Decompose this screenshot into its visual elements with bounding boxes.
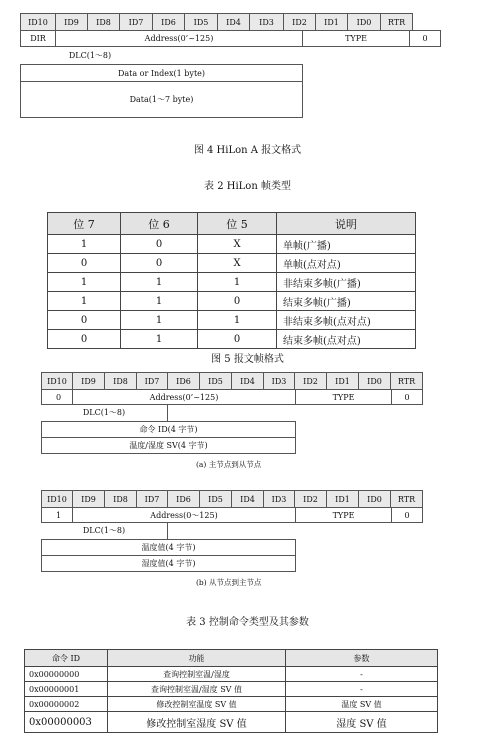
dlc-cell: DLC(1～8) [20,46,160,65]
id-header-cell: ID4 [231,372,264,390]
table-row [48,330,416,349]
id-header-cell: ID2 [283,13,316,31]
table2-caption: 表 2 HiLon 帧类型 [204,181,291,192]
table-cell: - [286,667,438,682]
id-header-cell: ID9 [72,490,105,508]
address-cell: Address(0’~125) [55,30,303,47]
table-header-row [48,213,416,235]
id-header-cell: ID10 [41,490,73,508]
type-cell: TYPE [302,30,410,47]
id-header-cell: ID0 [358,372,391,390]
table-row [48,235,416,254]
table-cell: 单帧(广播) [277,235,416,254]
frame-b-diagram [0,372,495,472]
id-header-cell: ID8 [87,13,120,31]
table-cell: 0 [48,254,121,273]
id-header-cell: ID0 [358,490,391,508]
col-bit5: 位 5 [198,213,277,235]
table-row [48,254,416,273]
col-desc: 说明 [277,213,416,235]
command-table [24,649,438,733]
table-cell: 查询控制室温/湿度 [108,667,286,682]
table-cell: 1 [198,273,277,292]
id-header-cell: ID1 [326,372,359,390]
table-header-row [25,650,438,667]
rtr-value-cell: 0 [391,507,423,523]
id-header-cell: ID3 [263,372,295,390]
frame-c-diagram [0,490,495,590]
data-index-cell: Data or Index(1 byte) [20,64,303,82]
rtr-value-cell: 0 [391,389,423,405]
id-header-cell: ID1 [315,13,348,31]
table-cell: 0x00000001 [25,682,108,697]
id-header-cell: ID7 [119,13,153,31]
type-cell: TYPE [295,507,392,523]
table-cell: 修改控制室温度 SV 值 [108,697,286,712]
table3-caption: 表 3 控制命令类型及其参数 [186,617,309,628]
table-cell: 0x00000002 [25,697,108,712]
table-cell: 1 [121,292,198,311]
cmd-id-cell: 命令 ID(4 字节) [41,421,296,438]
table-cell: X [198,254,277,273]
id-header-cell: ID10 [41,372,73,390]
table-cell: 0 [198,330,277,349]
id-header-cell: RTR [390,490,423,508]
id-header-cell: ID4 [217,13,250,31]
id-header-cell: ID6 [167,490,200,508]
id-header-cell: ID9 [72,372,105,390]
id-header-cell: ID3 [249,13,284,31]
table-cell: 0x00000003 [25,712,108,733]
subcaption-a: (a) 主节点到从节点 [196,460,262,469]
subcaption-b: (b) 从节点到主节点 [196,578,262,587]
table-cell: 1 [48,235,121,254]
id-header-cell: ID6 [167,372,200,390]
id-header-cell: ID2 [294,372,327,390]
id-header-cell: ID6 [152,13,185,31]
id-header-cell: ID8 [104,490,137,508]
id-header-cell: ID5 [184,13,218,31]
id-header-cell: ID9 [55,13,88,31]
table-cell: X [198,235,277,254]
address-cell: Address(0’~125) [72,389,296,405]
rtr-value-cell: 0 [409,30,441,47]
table-row [25,712,438,733]
id-header-cell: ID7 [136,372,168,390]
dir-cell: DIR [20,30,56,47]
table-cell: 1 [121,330,198,349]
dir-value-cell: 1 [41,507,73,523]
frame-type-table [47,212,416,349]
table-row [25,667,438,682]
id-header-cell: ID0 [347,13,381,31]
col-function: 功能 [108,650,286,667]
table-cell: 1 [121,311,198,330]
col-bit6: 位 6 [121,213,198,235]
table-cell: 结束多帧(点对点) [277,330,416,349]
type-cell: TYPE [295,389,392,405]
id-header-cell: ID5 [199,372,232,390]
id-header-cell: ID5 [199,490,232,508]
table-cell: - [286,682,438,697]
temp-value-cell: 温度值(4 字节) [41,539,296,556]
id-header-cell: RTR [390,372,423,390]
table-cell: 湿度 SV 值 [286,712,438,733]
table-cell: 1 [48,273,121,292]
frame-a-diagram [0,0,495,120]
table-cell: 0x00000000 [25,667,108,682]
data-cell: Data(1～7 byte) [20,81,303,118]
table-row [48,292,416,311]
id-header-cell: RTR [380,13,413,31]
id-header-cell: ID8 [104,372,137,390]
table-cell: 非结束多帧(点对点) [277,311,416,330]
sv-cell: 温度/湿度 SV(4 字节) [41,437,296,454]
col-cmd-id: 命令 ID [25,650,108,667]
fig4-caption: 图 4 HiLon A 报文格式 [193,145,302,156]
table-cell: 0 [121,235,198,254]
fig5-caption: 图 5 报文帧格式 [211,354,284,365]
table-cell: 修改控制室湿度 SV 值 [108,712,286,733]
table-cell: 0 [48,311,121,330]
id-header-cell: ID7 [136,490,168,508]
id-header-cell: ID10 [20,13,56,31]
id-header-cell: ID1 [326,490,359,508]
table-row [25,697,438,712]
table-cell: 0 [121,254,198,273]
col-bit7: 位 7 [48,213,121,235]
table-cell: 单帧(点对点) [277,254,416,273]
table-cell: 1 [198,311,277,330]
dir-value-cell: 0 [41,389,73,405]
dlc-cell: DLC(1～8) [41,404,168,422]
table-row [25,682,438,697]
table-cell: 1 [121,273,198,292]
hum-value-cell: 湿度值(4 字节) [41,555,296,572]
table-cell: 1 [48,292,121,311]
col-params: 参数 [286,650,438,667]
dlc-cell: DLC(1～8) [41,522,168,540]
table-cell: 0 [198,292,277,311]
table-cell: 查询控制室温/湿度 SV 值 [108,682,286,697]
id-header-cell: ID2 [294,490,327,508]
table-cell: 温度 SV 值 [286,697,438,712]
table-row [48,311,416,330]
id-header-cell: ID4 [231,490,264,508]
table-cell: 结束多帧(广播) [277,292,416,311]
id-header-cell: ID3 [263,490,295,508]
address-cell: Address(0～125) [72,507,296,523]
table-cell: 0 [48,330,121,349]
table-row [48,273,416,292]
table-cell: 非结束多帧(广播) [277,273,416,292]
